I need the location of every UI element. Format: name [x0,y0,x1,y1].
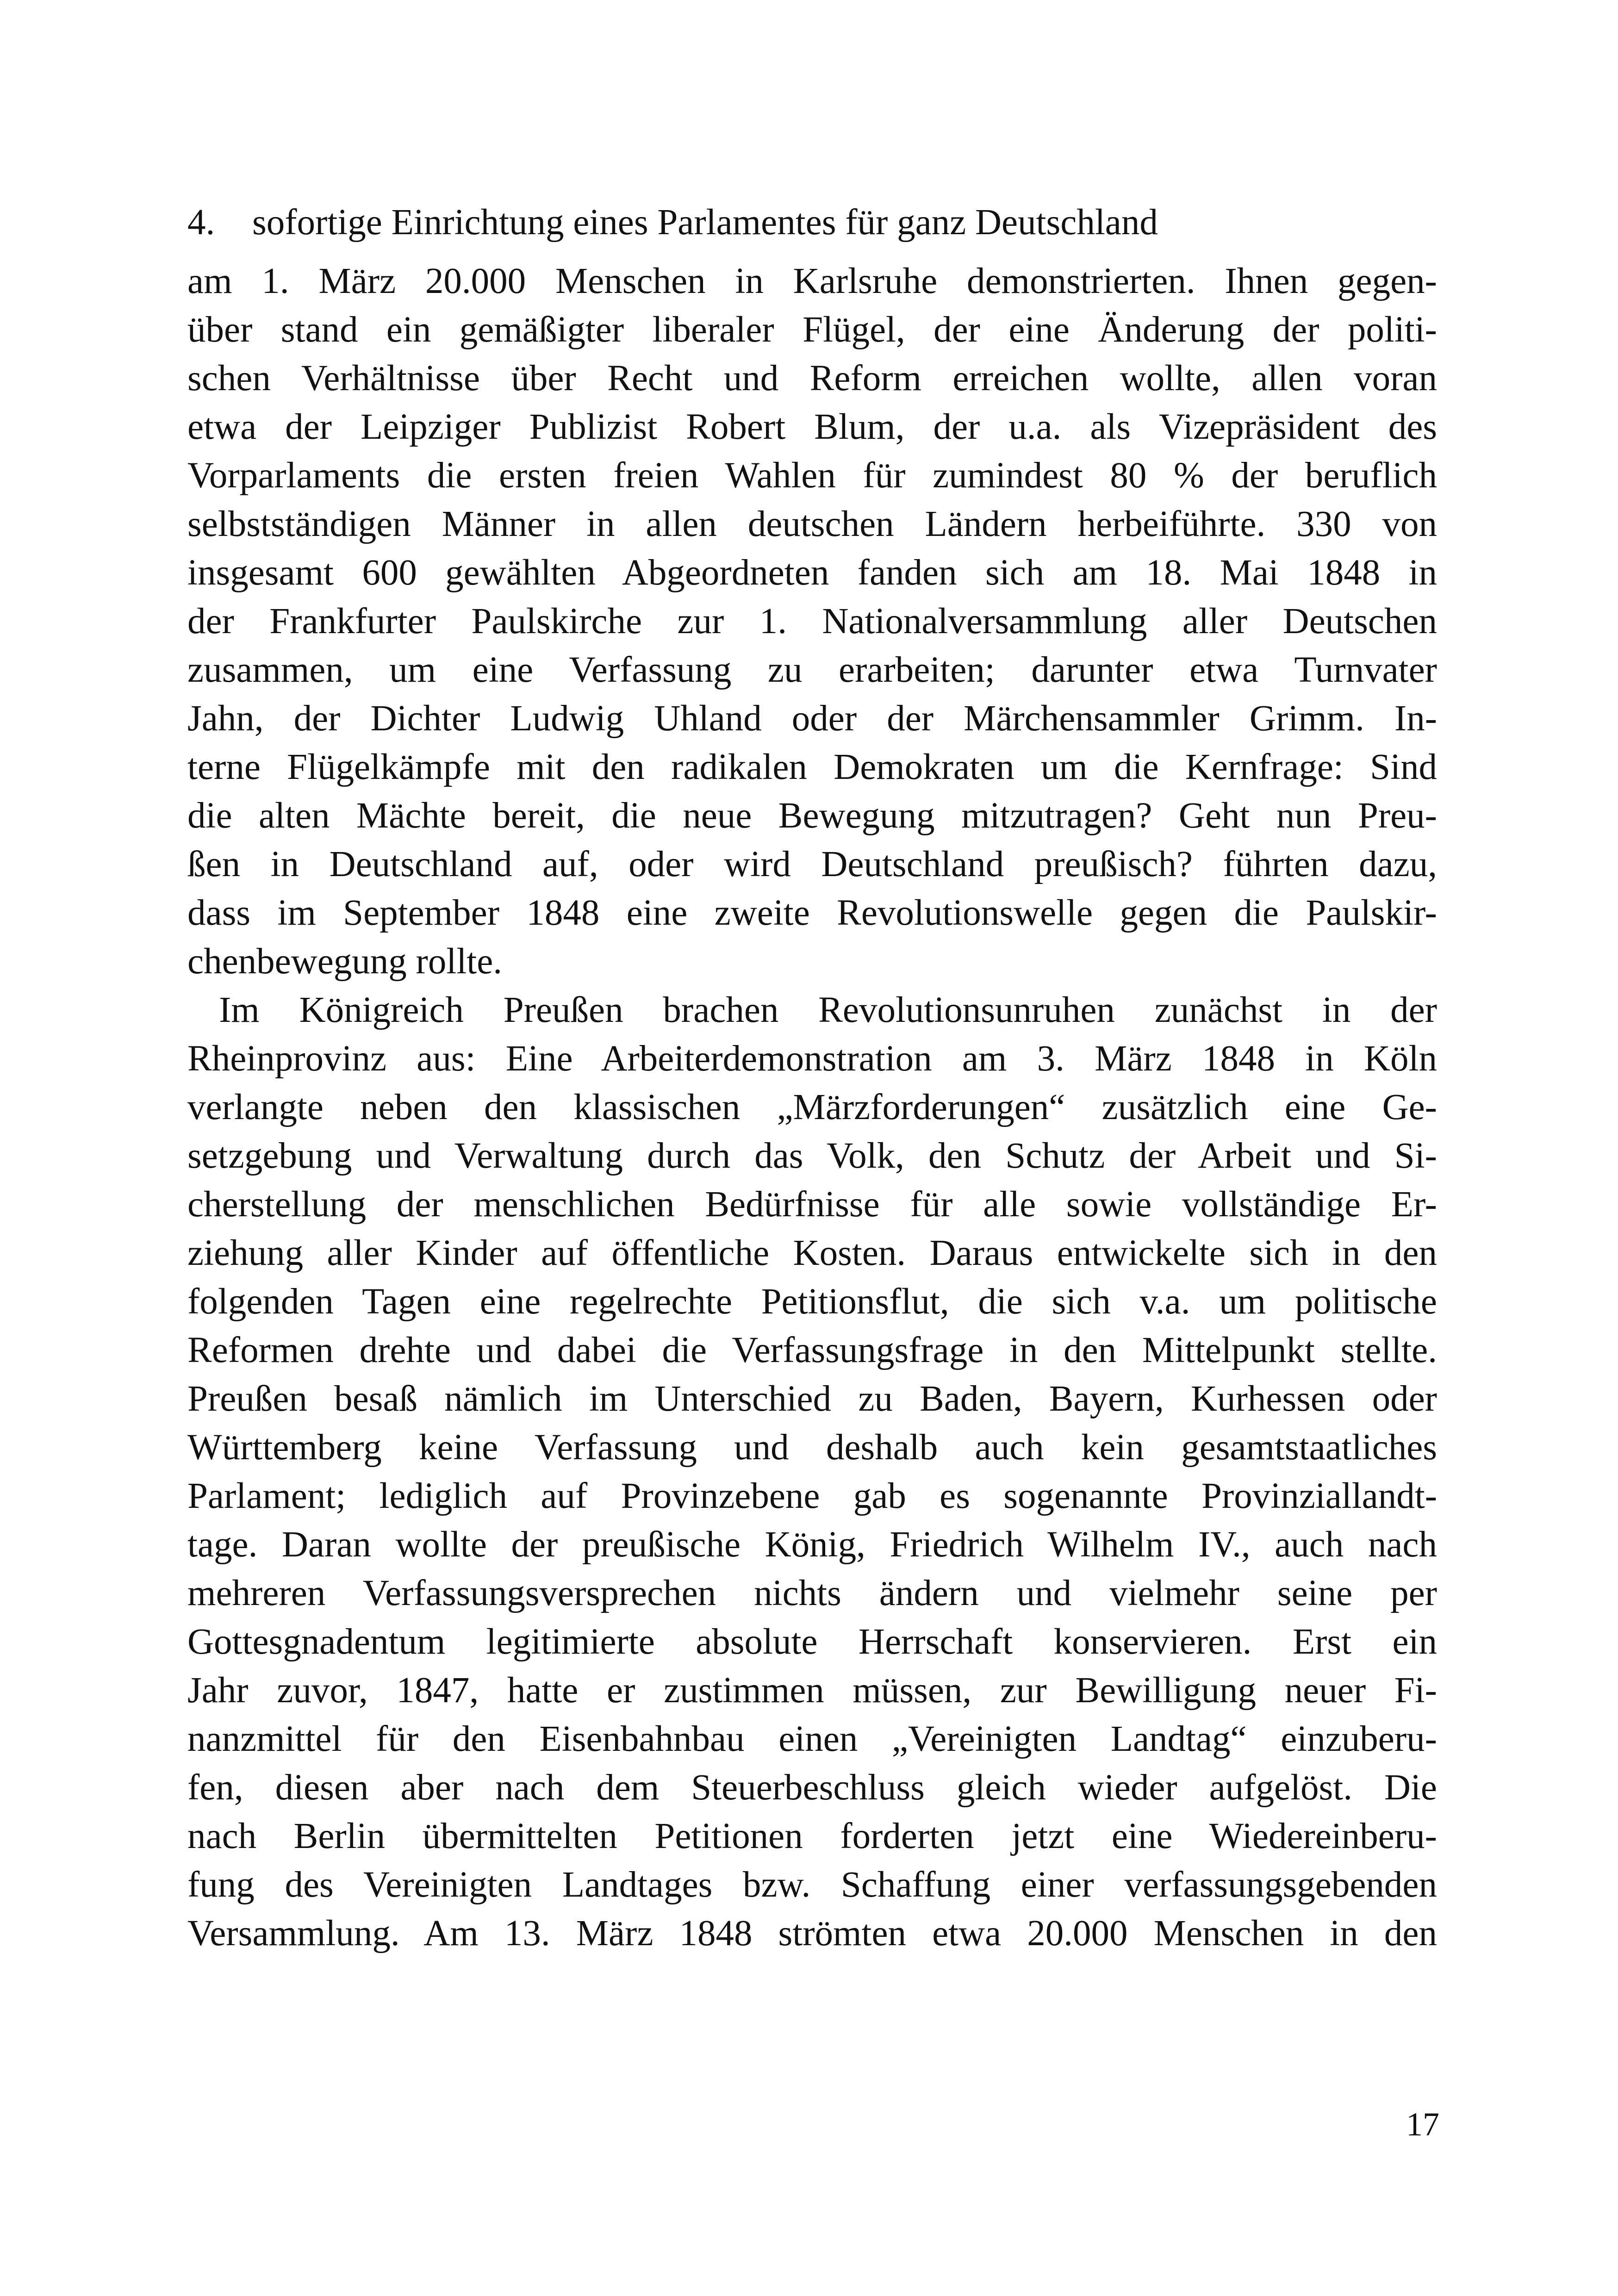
text-line: der Frankfurter Paulskirche zur 1. Nationalversammlung aller Deutschen [187,601,1437,641]
text-line: Vorparlaments die ersten freien Wahlen für zumindest 80 % der beruflich [187,455,1437,496]
text-line: etwa der Leipziger Publizist Robert Blum, der u.a. als Vizepräsident des [187,407,1437,447]
text-line: dass im September 1848 eine zweite Revolutionswelle gegen die Paulskir- [187,893,1437,933]
text-line: insgesamt 600 gewählten Abgeordneten fanden sich am 18. Mai 1848 in [187,553,1437,593]
text-line: Jahn, der Dichter Ludwig Uhland oder der Märchensammler Grimm. In- [187,698,1437,739]
list-item [187,198,1437,247]
text-line: Parlament; lediglich auf Provinzebene gab es sogenannte Provinziallandt- [187,1476,1437,1516]
text-line: ziehung aller Kinder auf öffentliche Kosten. Daraus entwickelte sich in den [187,1233,1437,1273]
text-line: am 1. März 20.000 Menschen in Karlsruhe demonstrierten. Ihnen gegen- [187,261,1437,301]
text-line: Reformen drehte und dabei die Verfassungsfrage in den Mittelpunkt stellte. [187,1330,1437,1370]
text-line: verlangte neben den klassischen „Märzforderungen“ zusätzlich eine Ge- [187,1087,1437,1127]
text-line: schen Verhältnisse über Recht und Reform erreichen wollte, allen voran [187,358,1437,398]
text-line: Versammlung. Am 13. März 1848 strömten etwa 20.000 Menschen in den [187,1913,1437,1954]
text-line: Jahr zuvor, 1847, hatte er zustimmen müssen, zur Bewilligung neuer Fi- [187,1670,1437,1711]
text-line: setzgebung und Verwaltung durch das Volk, den Schutz der Arbeit und Si- [187,1136,1437,1176]
text-line: fung des Vereinigten Landtages bzw. Schaffung einer verfassungsgebenden [187,1865,1437,1905]
page-number: 17 [1406,2106,1439,2143]
list-item-number: 4. [187,202,215,243]
text-line: Württemberg keine Verfassung und deshalb auch kein gesamtstaatliches [187,1427,1437,1468]
text-line: ßen in Deutschland auf, oder wird Deutschland preußisch? führten dazu, [187,844,1437,884]
text-line: folgenden Tagen eine regelrechte Petitionsflut, die sich v.a. um politische [187,1282,1437,1322]
body-text [187,198,1437,1958]
text-line: Rheinprovinz aus: Eine Arbeiterdemonstration am 3. März 1848 in Köln [187,1039,1437,1079]
text-line: mehreren Verfassungsversprechen nichts ändern und vielmehr seine per [187,1573,1437,1613]
paragraph-1 [187,257,1437,986]
text-line: die alten Mächte bereit, die neue Bewegung mitzutragen? Geht nun Preu- [187,796,1437,836]
text-line: über stand ein gemäßigter liberaler Flügel, der eine Änderung der politi- [187,310,1437,350]
list-item-text: sofortige Einrichtung eines Parlamentes für ganz Deutschland [252,202,1158,243]
text-line: zusammen, um eine Verfassung zu erarbeiten; darunter etwa Turnvater [187,650,1437,690]
text-line: Preußen besaß nämlich im Unterschied zu Baden, Bayern, Kurhessen oder [187,1379,1437,1419]
text-line: chenbewegung rollte. [187,941,503,982]
text-line: Gottesgnadentum legitimierte absolute Herrschaft konservieren. Erst ein [187,1622,1437,1662]
text-line: fen, diesen aber nach dem Steuerbeschluss gleich wieder aufgelöst. Die [187,1767,1437,1808]
paragraph-2 [187,986,1437,1958]
text-line: Im Königreich Preußen brachen Revolutionsunruhen zunächst in der [219,990,1437,1030]
text-line: nach Berlin übermittelten Petitionen forderten jetzt eine Wiedereinberu- [187,1816,1437,1856]
text-line: tage. Daran wollte der preußische König, Friedrich Wilhelm IV., auch nach [187,1524,1437,1565]
text-line: selbstständigen Männer in allen deutschen Ländern herbeiführte. 330 von [187,504,1437,544]
text-line: terne Flügelkämpfe mit den radikalen Demokraten um die Kernfrage: Sind [187,747,1437,787]
text-line: nanzmittel für den Eisenbahnbau einen „Vereinigten Landtag“ einzuberu- [187,1719,1437,1759]
text-line: cherstellung der menschlichen Bedürfnisse für alle sowie vollständige Er- [187,1184,1437,1225]
